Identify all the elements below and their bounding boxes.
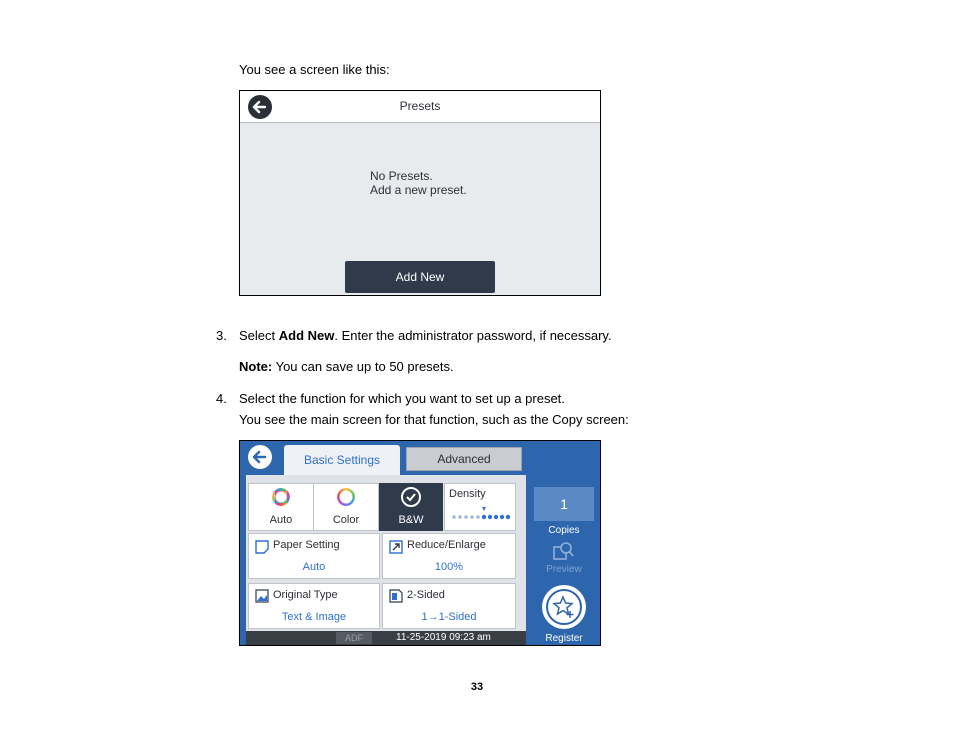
original-type-tile[interactable]	[248, 583, 380, 629]
step-4-number: 4.	[216, 391, 227, 406]
paper-icon	[255, 540, 269, 554]
step-3-before: Select	[239, 328, 279, 343]
original-type-label: Original Type	[273, 589, 338, 601]
add-new-button[interactable]: Add New	[345, 261, 495, 293]
auto-color-icon	[272, 488, 290, 506]
color-mode-bw[interactable]	[379, 483, 443, 531]
copies-count[interactable]: 1	[534, 487, 594, 521]
back-arrow-icon[interactable]	[248, 445, 272, 469]
note-text	[239, 359, 454, 375]
color-ring-icon	[337, 488, 355, 506]
two-sided-icon	[389, 589, 403, 603]
auto-label: Auto	[269, 514, 293, 526]
step-3-number: 3.	[216, 328, 227, 343]
intro-text: You see a screen like this:	[239, 62, 390, 77]
preview-label: Preview	[546, 564, 582, 575]
presets-title: Presets	[399, 99, 441, 113]
two-sided-tile[interactable]	[382, 583, 516, 629]
reduce-enlarge-tile[interactable]	[382, 533, 516, 579]
page-number: 33	[470, 681, 484, 693]
note-body: You can save up to 50 presets.	[272, 359, 454, 374]
density-tile[interactable]	[444, 483, 516, 531]
color-mode-color[interactable]	[313, 483, 379, 531]
color-mode-auto[interactable]	[248, 483, 314, 531]
presets-screenshot	[239, 90, 601, 296]
register-label: Register	[545, 633, 583, 644]
step-4-subtext: You see the main screen for that function, such as the Copy screen:	[239, 412, 629, 427]
step-4-text: Select the function for which you want to set up a preset.	[239, 391, 565, 406]
status-bar	[246, 631, 526, 645]
color-label: Color	[332, 514, 360, 526]
density-scale-icon	[451, 506, 513, 522]
bw-label: B&W	[398, 514, 424, 526]
note-label: Note:	[239, 359, 273, 374]
two-sided-value: 1→1-Sided	[421, 611, 477, 623]
original-type-value: Text & Image	[281, 611, 347, 623]
checkmark-icon	[401, 487, 421, 507]
paper-setting-tile[interactable]	[248, 533, 380, 579]
reduce-enlarge-label: Reduce/Enlarge	[407, 539, 486, 551]
adf-indicator: ADF	[336, 632, 372, 644]
density-label: Density	[449, 488, 486, 500]
resize-icon	[389, 540, 403, 554]
message-line-1: No Presets.	[370, 169, 433, 183]
presets-header	[240, 91, 600, 123]
paper-setting-value: Auto	[302, 561, 326, 573]
copy-screenshot	[239, 440, 601, 646]
tab-advanced[interactable]: Advanced	[406, 447, 522, 471]
original-type-icon	[255, 589, 269, 603]
two-sided-label: 2-Sided	[407, 589, 445, 601]
no-presets-message	[370, 169, 467, 197]
step-3-after: . Enter the administrator password, if necessary.	[334, 328, 612, 343]
copies-label: Copies	[548, 525, 580, 536]
reduce-enlarge-value: 100%	[434, 561, 464, 573]
message-line-2: Add a new preset.	[370, 183, 467, 197]
tab-basic-settings[interactable]: Basic Settings	[284, 445, 400, 477]
register-ring	[546, 589, 582, 625]
step-3-bold: Add New	[278, 328, 335, 343]
step-3-text	[239, 328, 612, 344]
status-datetime: 11-25-2019 09:23 am	[396, 632, 491, 643]
paper-setting-label: Paper Setting	[273, 539, 340, 551]
star-plus-icon	[548, 591, 580, 623]
preview-icon[interactable]	[553, 541, 575, 561]
register-button[interactable]	[542, 585, 586, 629]
